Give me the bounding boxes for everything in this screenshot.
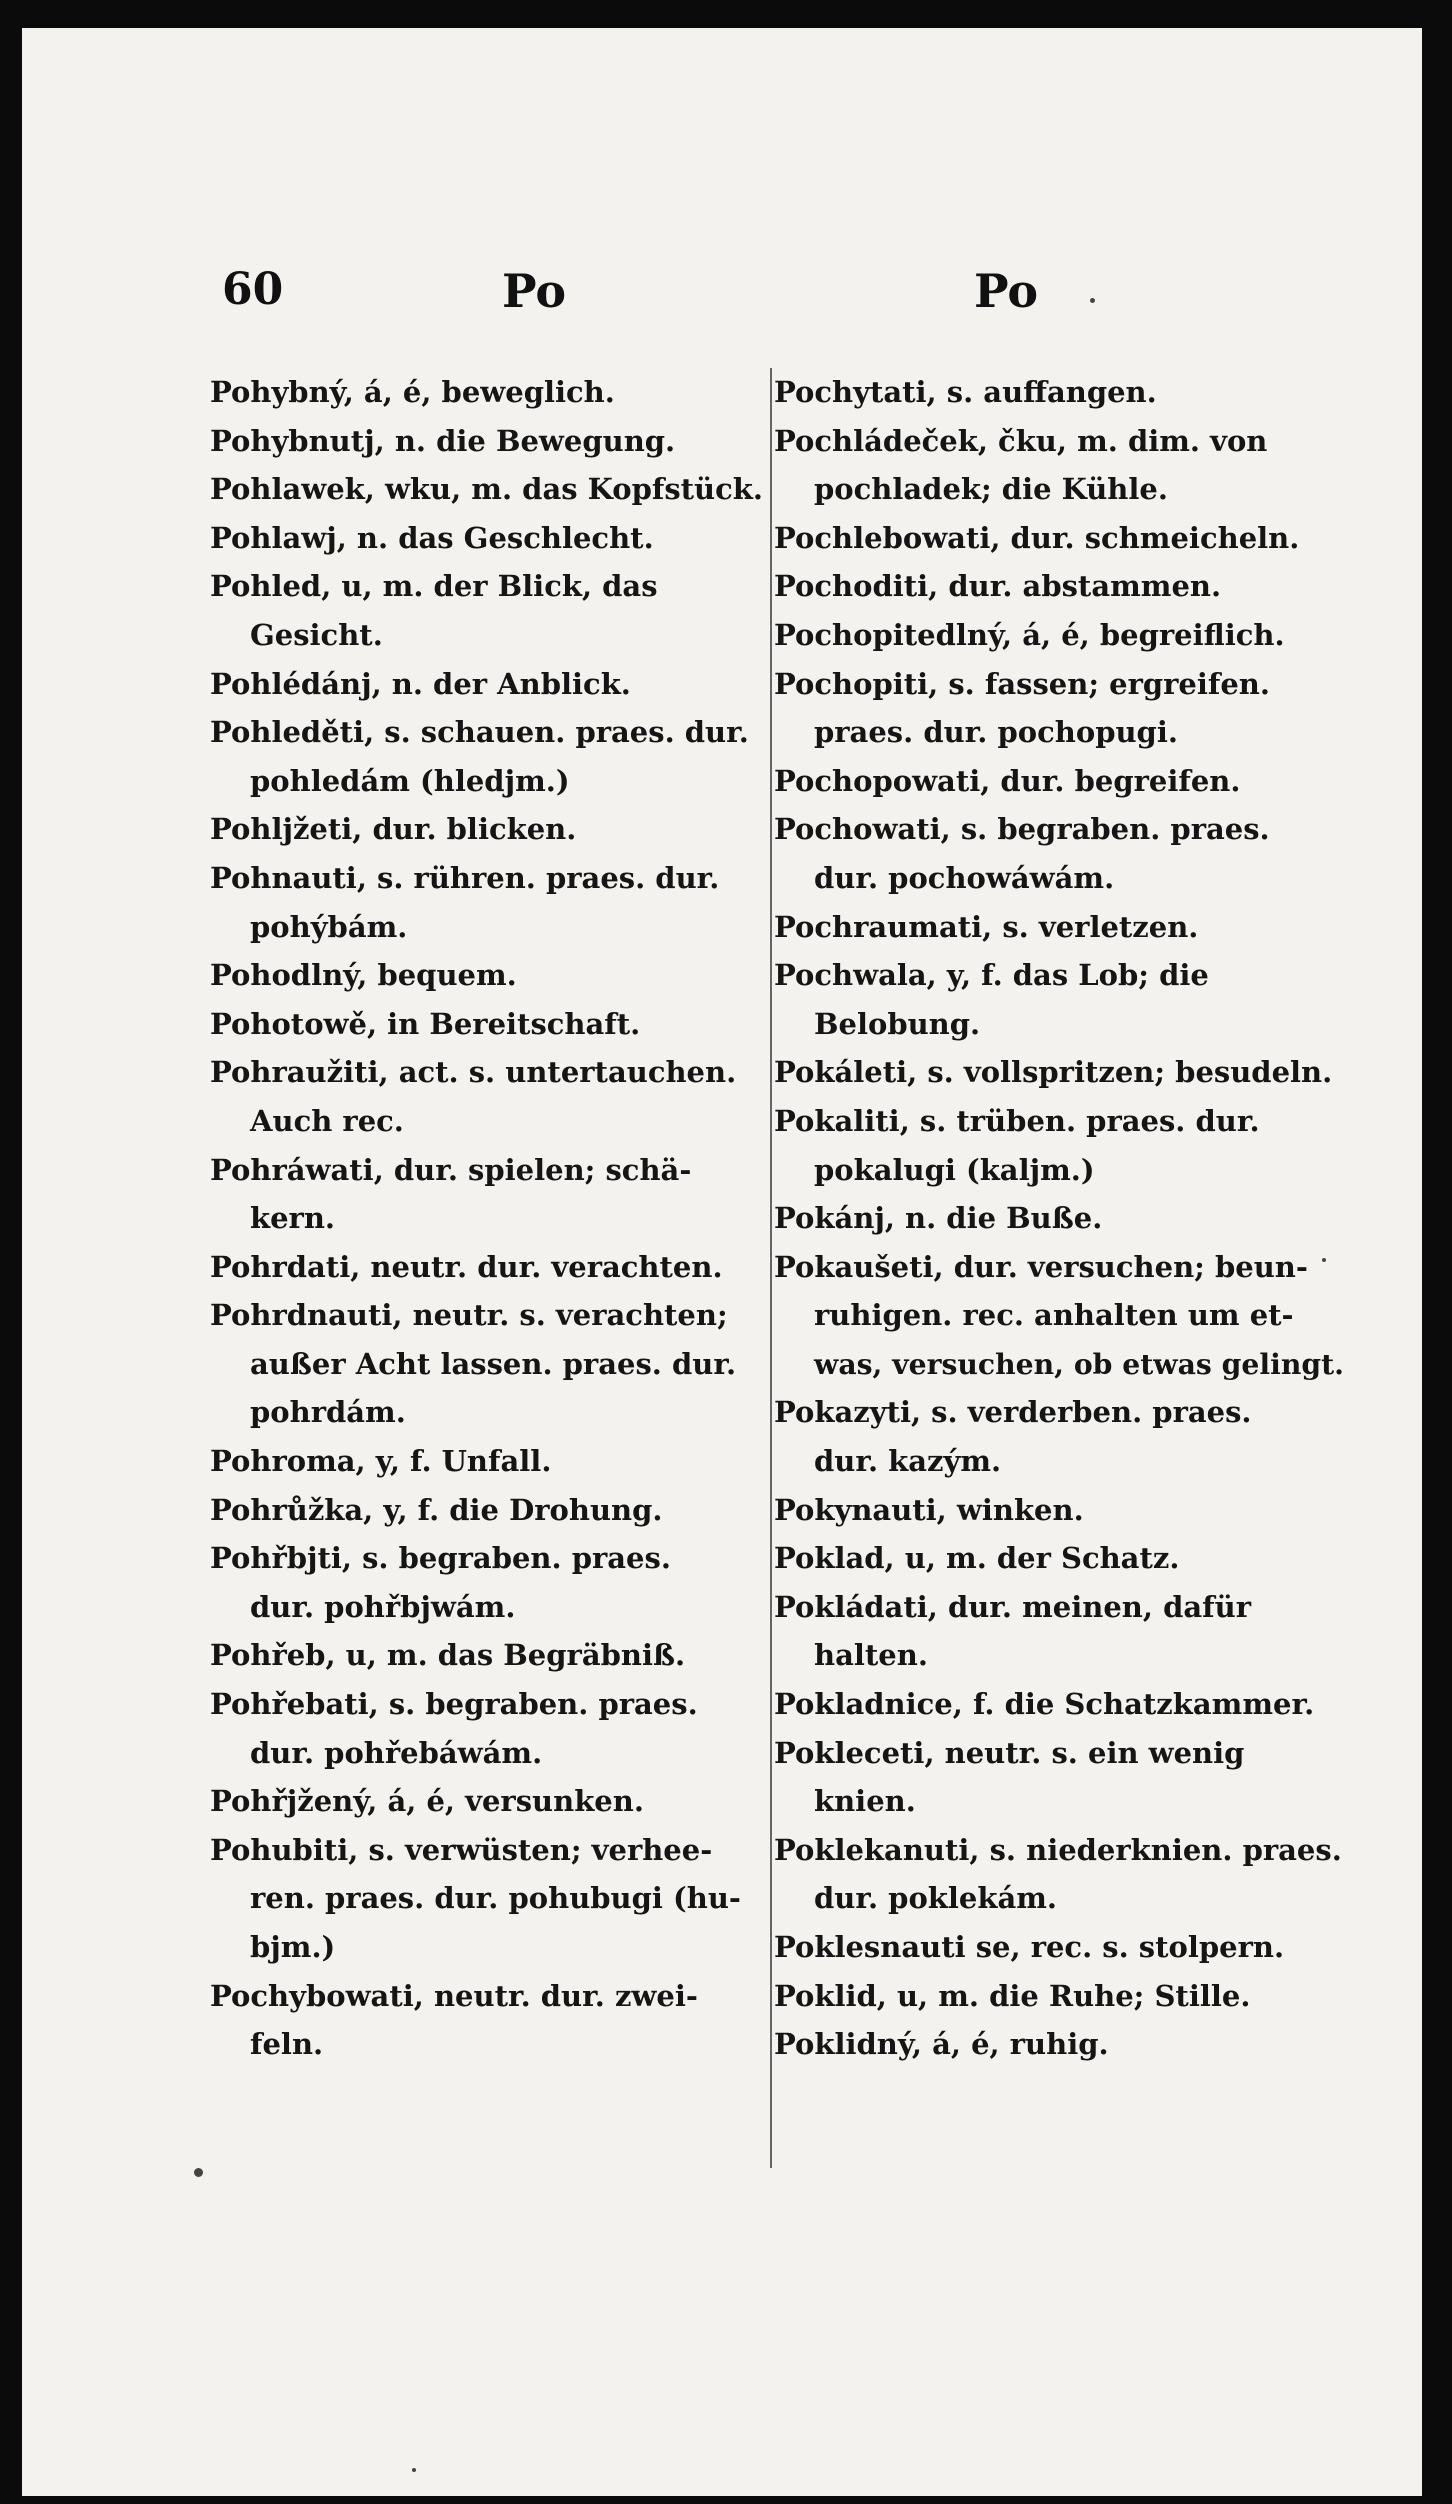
entry-line: Pokládati, dur. meinen, dafür (774, 1589, 1251, 1624)
entry-line: Pochopowati, dur. begreifen. (774, 763, 1241, 798)
entry-line: Auch rec. (250, 1103, 404, 1138)
entry-line: pohýbám. (250, 909, 408, 944)
entry-line: Pohroma, y, f. Unfall. (210, 1444, 552, 1479)
entry-line: dur. pohřebáwám. (250, 1735, 543, 1770)
entry-line: Pokaliti, s. trüben. praes. dur. (774, 1103, 1260, 1138)
entry-line: dur. kazým. (814, 1444, 1002, 1479)
entry-line: pochladek; die Kühle. (814, 472, 1168, 507)
entry-line: Pokladnice, f. die Schatzkammer. (774, 1687, 1315, 1722)
entry-line: Pokánj, n. die Buße. (774, 1201, 1103, 1236)
entry-line: Poklid, u, m. die Ruhe; Stille. (774, 1978, 1251, 2013)
entry-line: Pohřebati, s. begraben. praes. (210, 1687, 698, 1722)
entry-line: dur. poklekám. (814, 1881, 1058, 1916)
entry-line: Pohotowě, in Bereitschaft. (210, 1006, 641, 1041)
entry-line: Poklekanuti, s. niederknien. praes. (774, 1832, 1342, 1867)
entry-line: pohledám (hledjm.) (250, 763, 570, 798)
entry-line: Pohled, u, m. der Blick, das (210, 569, 658, 604)
entry-line: bjm.) (250, 1930, 336, 1964)
column-divider (770, 368, 772, 2168)
entry-line: Pohraužiti, act. s. untertauchen. (210, 1055, 737, 1090)
entry-line: Pohlédánj, n. der Anblick. (210, 666, 631, 701)
entry-line: Pohljžeti, dur. blicken. (210, 812, 577, 847)
entry-line: Pokleceti, neutr. s. ein wenig (774, 1735, 1245, 1770)
entry-line: dur. pohřbjwám. (250, 1589, 516, 1624)
entry-line: Pochytati, s. auffangen. (774, 375, 1157, 409)
entry-line: Pohrdnauti, neutr. s. verachten; (210, 1298, 728, 1333)
entry-line: Poklad, u, m. der Schatz. (774, 1541, 1180, 1576)
entry-line: Pohleděti, s. schauen. praes. dur. (210, 715, 749, 750)
entry-line: Pohnauti, s. rühren. praes. dur. (210, 860, 720, 895)
left-column (210, 368, 765, 2069)
entry-line: Pochowati, s. begraben. praes. (774, 812, 1270, 847)
entry-line: Pohlawj, n. das Geschlecht. (210, 520, 654, 555)
entry-line: kern. (250, 1201, 336, 1236)
entry-line: Pochopiti, s. fassen; ergreifen. (774, 666, 1270, 701)
entry-line: Pochopitedlný, á, é, begreiflich. (774, 617, 1285, 652)
right-column (774, 368, 1344, 2069)
entry-line: Gesicht. (250, 617, 383, 652)
entry-line: Pochybowati, neutr. dur. zwei- (210, 1978, 698, 2013)
entry-line: Pokáleti, s. vollspritzen; besudeln. (774, 1055, 1333, 1090)
entry-line: knien. (814, 1784, 916, 1819)
entry-line: Pohrůžka, y, f. die Drohung. (210, 1492, 663, 1527)
entry-line: Pochwala, y, f. das Lob; die (774, 958, 1209, 993)
entry-line: pohrdám. (250, 1395, 406, 1430)
entry-line: was, versuchen, ob etwas gelingt. (814, 1346, 1345, 1381)
entry-line: praes. dur. pochopugi. (814, 715, 1178, 750)
entry-line: Pokynauti, winken. (774, 1492, 1084, 1527)
entry-line: Pochraumati, s. verletzen. (774, 909, 1199, 944)
ink-speck (1322, 1258, 1326, 1262)
entry-line: außer Acht lassen. praes. dur. (250, 1346, 737, 1381)
running-head-left: Po (502, 264, 567, 318)
entry-line: Pohodlný, bequem. (210, 958, 517, 993)
entry-line: Pokazyti, s. verderben. praes. (774, 1395, 1252, 1430)
running-head-right: Po (974, 264, 1039, 318)
entry-line: halten. (814, 1638, 928, 1673)
entry-line: Poklesnauti se, rec. s. stolpern. (774, 1930, 1285, 1964)
entry-line: Pohřeb, u, m. das Begräbniß. (210, 1638, 686, 1673)
entry-line: Pohybný, á, é, beweglich. (210, 375, 615, 409)
entry-line: dur. pochowáwám. (814, 860, 1115, 895)
entry-line: Belobung. (814, 1006, 981, 1041)
ink-speck (412, 2468, 416, 2472)
ink-speck (1090, 298, 1095, 303)
page-number: 60 (222, 264, 284, 315)
entry-line: Pochlebowati, dur. schmeicheln. (774, 520, 1300, 555)
entry-line: Pochládeček, čku, m. dim. von (774, 423, 1268, 458)
entry-line: Pokaušeti, dur. versuchen; beun- (774, 1249, 1308, 1284)
entry-line: Pohubiti, s. verwüsten; verhee- (210, 1832, 713, 1867)
entry-line: Pohybnutj, n. die Bewegung. (210, 423, 676, 458)
entry-line: Pohrdati, neutr. dur. verachten. (210, 1249, 723, 1284)
entry-line: Pochoditi, dur. abstammen. (774, 569, 1222, 604)
book-page (22, 28, 1422, 2496)
entry-line: Pohřbjti, s. begraben. praes. (210, 1541, 671, 1576)
entry-line: Pohráwati, dur. spielen; schä- (210, 1152, 692, 1187)
entry-line: Pohřjžený, á, é, versunken. (210, 1784, 644, 1819)
entry-line: pokalugi (kaljm.) (814, 1152, 1095, 1187)
entry-line: feln. (250, 2027, 324, 2062)
entry-line: Poklidný, á, é, ruhig. (774, 2027, 1109, 2062)
entry-line: ren. praes. dur. pohubugi (hu- (250, 1881, 741, 1916)
ink-speck (194, 2168, 203, 2177)
entry-line: Pohlawek, wku, m. das Kopfstück. (210, 472, 763, 507)
entry-line: ruhigen. rec. anhalten um et- (814, 1298, 1294, 1333)
